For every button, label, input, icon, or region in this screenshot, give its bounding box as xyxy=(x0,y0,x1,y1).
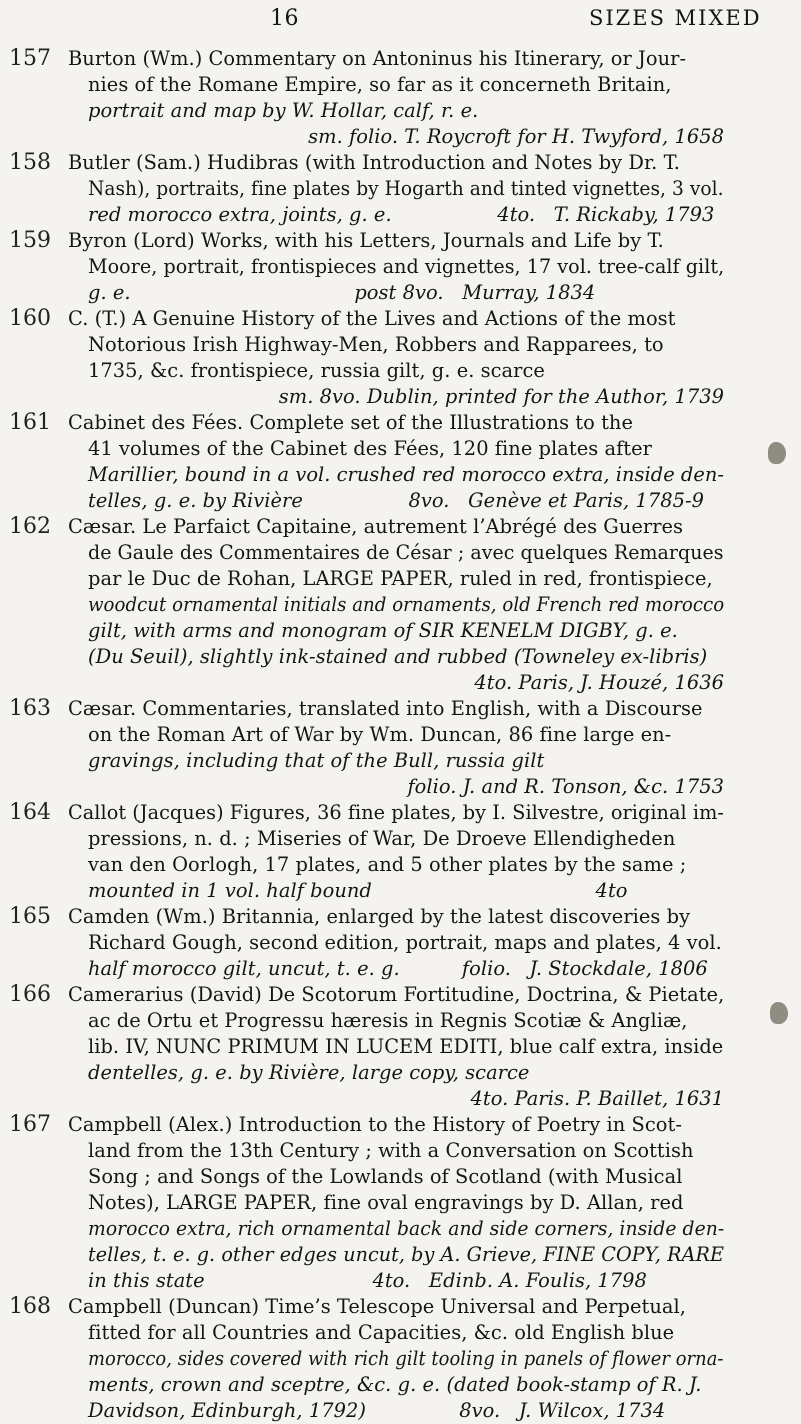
entry-line: Nash), portraits, fine plates by Hogarth and tinted vignettes, 3 vol. xyxy=(88,177,724,200)
entry-line: Notes), LARGE PAPER, fine oval engravings by D. Allan, red xyxy=(88,1191,684,1214)
entry-line: portrait and map by W. Hollar, calf, r. e. xyxy=(88,99,479,122)
entry-line: Byron (Lord) Works, with his Letters, Journals and Life by T. xyxy=(68,229,664,252)
lot-number: 165 xyxy=(9,904,51,929)
entry-line: 41 volumes of the Cabinet des Fées, 120 fine plates after xyxy=(88,437,652,460)
entry-line: van den Oorlogh, 17 plates, and 5 other plates by the same ; xyxy=(88,853,687,876)
running-title: SIZES MIXED xyxy=(589,6,762,30)
entry-line: ac de Ortu et Progressu hæresis in Regnis Scotiæ & Angliæ, xyxy=(88,1009,688,1032)
entry-imprint: telles, g. e. by Rivière 8vo. Genève et Paris, 1785-9 xyxy=(88,489,704,512)
margin-stain-mark xyxy=(770,1002,788,1024)
entry-imprint: g. e. post 8vo. Murray, 1834 xyxy=(88,281,596,304)
entry-line: morocco extra, rich ornamental back and side corners, inside den- xyxy=(88,1217,725,1240)
entry-imprint: folio. J. and R. Tonson, &c. 1753 xyxy=(407,775,724,798)
entry-line: Cæsar. Le Parfaict Capitaine, autrement l’Abrégé des Guerres xyxy=(68,515,684,538)
entry-imprint: red morocco extra, joints, g. e. 4to. T. Rickaby, 1793 xyxy=(88,203,715,226)
entry-imprint: 4to. Paris. P. Baillet, 1631 xyxy=(470,1087,724,1110)
entry-line: Camerarius (David) De Scotorum Fortitudine, Doctrina, & Pietate, xyxy=(68,983,725,1006)
entry-line: land from the 13th Century ; with a Conversation on Scottish xyxy=(88,1139,694,1162)
entry-line: de Gaule des Commentaires de César ; avec quelques Remarques xyxy=(88,541,724,564)
entry-imprint: half morocco gilt, uncut, t. e. g. folio. J. Stockdale, 1806 xyxy=(88,957,708,980)
entry-line: gilt, with arms and monogram of SIR KENELM DIGBY, g. e. xyxy=(88,619,678,642)
entry-line: on the Roman Art of War by Wm. Duncan, 86 fine large en- xyxy=(88,723,672,746)
lot-number: 158 xyxy=(9,150,51,175)
entry-line: 1735, &c. frontispiece, russia gilt, g. e. scarce xyxy=(88,359,545,382)
entry-line: morocco, sides covered with rich gilt tooling in panels of flower orna- xyxy=(88,1347,724,1370)
entry-line: Notorious Irish Highway-Men, Robbers and Rapparees, to xyxy=(88,333,664,356)
entry-line: Marillier, bound in a vol. crushed red morocco extra, inside den- xyxy=(88,463,724,486)
entry-line: Richard Gough, second edition, portrait, maps and plates, 4 vol. xyxy=(88,931,722,954)
entry-line: Campbell (Alex.) Introduction to the History of Poetry in Scot- xyxy=(68,1113,682,1136)
entry-line: Campbell (Duncan) Time’s Telescope Universal and Perpetual, xyxy=(68,1295,686,1318)
lot-number: 163 xyxy=(9,696,51,721)
lot-number: 157 xyxy=(9,46,51,71)
entry-line: gravings, including that of the Bull, russia gilt xyxy=(88,749,545,772)
entry-line: Cæsar. Commentaries, translated into English, with a Discourse xyxy=(68,697,703,720)
entry-line: par le Duc de Rohan, LARGE PAPER, ruled in red, frontispiece, xyxy=(88,567,713,590)
entry-imprint: 4to. Paris, J. Houzé, 1636 xyxy=(474,671,724,694)
lot-number: 160 xyxy=(9,306,51,331)
entry-line: ments, crown and sceptre, &c. g. e. (dated book-stamp of R. J. xyxy=(88,1373,702,1396)
entry-imprint: Davidson, Edinburgh, 1792) 8vo. J. Wilcox, 1734 xyxy=(88,1399,666,1422)
entry-line: pressions, n. d. ; Miseries of War, De Droeve Ellendigheden xyxy=(88,827,676,850)
entry-line: nies of the Romane Empire, so far as it concerneth Britain, xyxy=(88,73,672,96)
lot-number: 168 xyxy=(9,1294,51,1319)
entry-imprint: sm. folio. T. Roycroft for H. Twyford, 1658 xyxy=(308,125,724,148)
margin-stain-mark xyxy=(768,442,786,464)
entry-line: C. (T.) A Genuine History of the Lives and Actions of the most xyxy=(68,307,676,330)
entry-line: Butler (Sam.) Hudibras (with Introduction and Notes by Dr. T. xyxy=(68,151,680,174)
entry-imprint: mounted in 1 vol. half bound 4to xyxy=(88,879,628,902)
entry-line: Cabinet des Fées. Complete set of the Illustrations to the xyxy=(68,411,633,434)
lot-number: 167 xyxy=(9,1112,51,1137)
entry-line: woodcut ornamental initials and ornaments, old French red morocco xyxy=(88,593,725,616)
lot-number: 161 xyxy=(9,410,51,435)
lot-number: 159 xyxy=(9,228,51,253)
lot-number: 166 xyxy=(9,982,51,1007)
entry-line: Song ; and Songs of the Lowlands of Scotland (with Musical xyxy=(88,1165,683,1188)
entry-imprint: in this state 4to. Edinb. A. Foulis, 1798 xyxy=(88,1269,647,1292)
page-header xyxy=(0,6,801,36)
entry-line: dentelles, g. e. by Rivière, large copy, scarce xyxy=(88,1061,530,1084)
entry-line: (Du Seuil), slightly ink-stained and rubbed (Towneley ex-libris) xyxy=(88,645,708,668)
lot-number: 162 xyxy=(9,514,51,539)
entry-line: lib. IV, NUNC PRIMUM IN LUCEM EDITI, blue calf extra, inside xyxy=(88,1035,724,1058)
page-number: 16 xyxy=(270,6,299,31)
entry-line: fitted for all Countries and Capacities, &c. old English blue xyxy=(88,1321,675,1344)
entry-line: Callot (Jacques) Figures, 36 fine plates, by I. Silvestre, original im- xyxy=(68,801,724,824)
entry-line: Camden (Wm.) Britannia, enlarged by the latest discoveries by xyxy=(68,905,691,928)
entry-imprint: sm. 8vo. Dublin, printed for the Author, 1739 xyxy=(278,385,724,408)
entry-line: Burton (Wm.) Commentary on Antoninus his Itinerary, or Jour- xyxy=(68,47,687,70)
lot-number: 164 xyxy=(9,800,51,825)
entry-line: Moore, portrait, frontispieces and vignettes, 17 vol. tree-calf gilt, xyxy=(88,255,725,278)
entry-line: telles, t. e. g. other edges uncut, by A. Grieve, FINE COPY, RARE xyxy=(88,1243,725,1266)
